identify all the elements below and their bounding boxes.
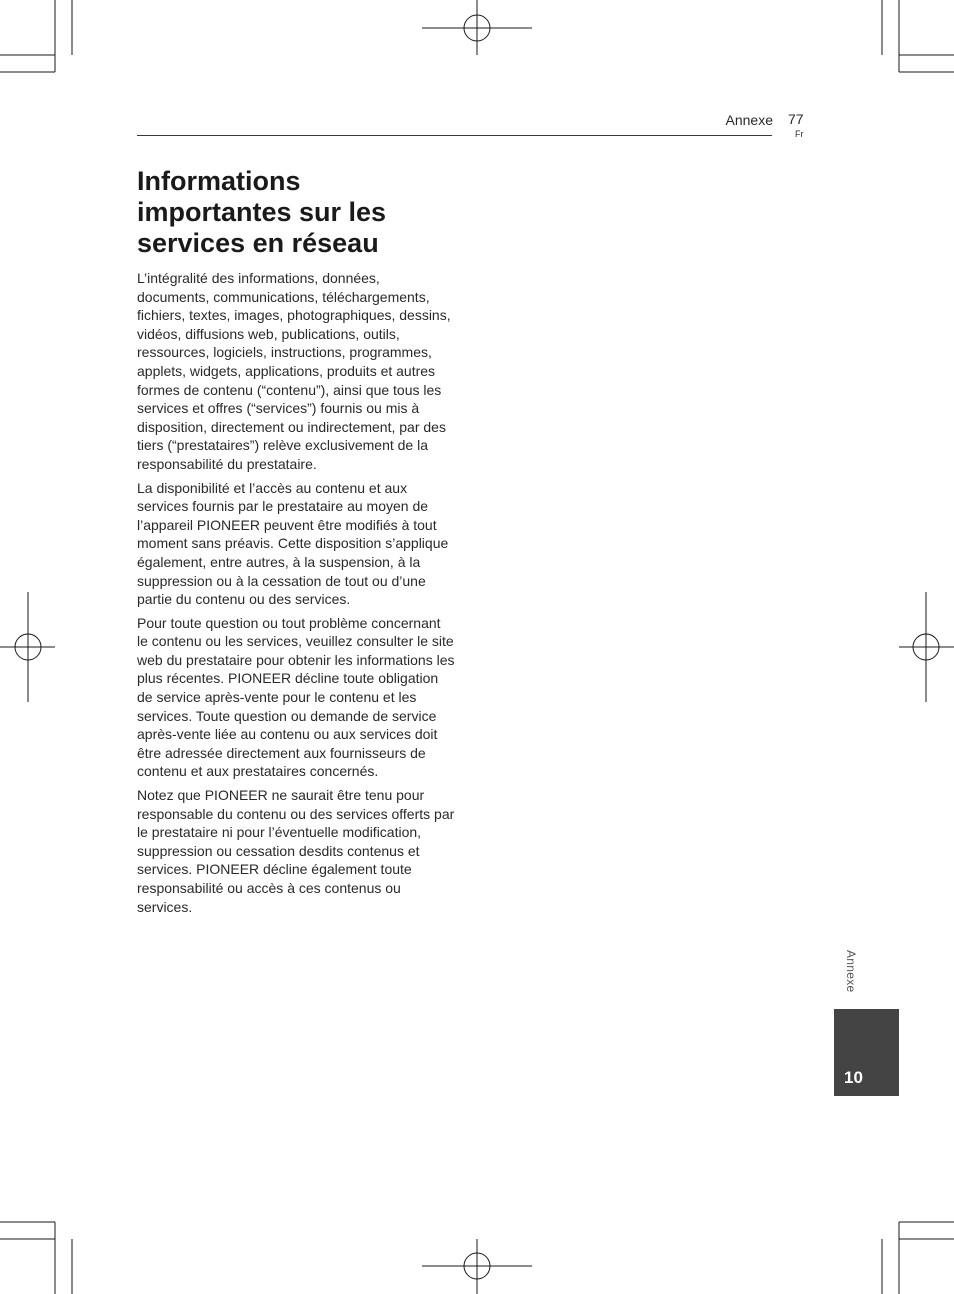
- running-header-section: Annexe: [725, 112, 773, 128]
- paragraph: Notez que PIONEER ne saurait être tenu pour responsable du contenu ou des services offerts par le prestataire ni pour l’éventuelle modification, suppression ou cessation desdits contenus et services. PIONEER décline également toute responsabilité ou accès à ces contenus ou services.: [137, 787, 455, 915]
- chapter-tab: [834, 1009, 899, 1096]
- paragraph: L’intégralité des informations, données, documents, communications, téléchargements, fichiers, textes, images, photographiques, dessins, vidéos, diffusions web, publications, outils, ressources, logiciels, instructions, programmes, applets, widgets, applications, produits et autres formes de contenu (“contenu”), ainsi que tous les services et offres (“services”) fournis ou mis à disposition, directement ou indirectement, par des tiers (“prestataires”) relève exclusivement de la responsabilité du prestataire.: [137, 270, 451, 472]
- registration-mark-bottom: [422, 1239, 532, 1294]
- page-title: Informations importantes sur les services en réseau: [137, 166, 387, 258]
- page-language-code: Fr: [795, 129, 804, 139]
- registration-mark-right: [899, 592, 954, 702]
- body-text: [137, 269, 455, 921]
- paragraph: Pour toute question ou tout problème concernant le contenu ou les services, veuillez consulter le site web du prestataire pour obtenir les informations les plus récentes. PIONEER décline toute obligation de service après-vente pour le contenu et les services. Toute question ou demande de service après-vente liée au contenu ou aux services doit être adressée directement aux fournisseurs de contenu et aux prestataires concernés.: [137, 614, 455, 780]
- side-section-label: Annexe: [844, 950, 858, 993]
- registration-mark-top: [422, 0, 532, 55]
- registration-mark-left: [0, 592, 55, 702]
- header-rule: [137, 135, 772, 136]
- paragraph: La disponibilité et l’accès au contenu et aux services fournis par le prestataire au moyen de l’appareil PIONEER peuvent être modifiés à tout moment sans préavis. Cette disposition s’applique également, entre autres, à la suspension, à la suppression ou à la cessation de tout ou d’une partie du contenu ou des services.: [137, 479, 449, 608]
- chapter-number: 10: [844, 1068, 863, 1087]
- page-number: 77: [788, 111, 804, 127]
